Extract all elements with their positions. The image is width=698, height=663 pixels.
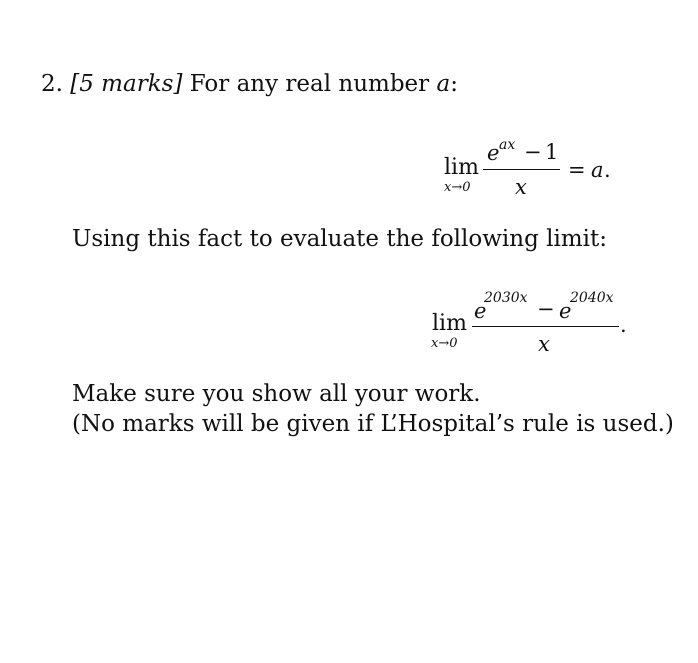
problem-number: 2. bbox=[41, 71, 63, 97]
problem-colon: : bbox=[450, 71, 458, 97]
variable-a: a bbox=[436, 71, 451, 97]
eq2-minus: − bbox=[537, 297, 555, 321]
eq1-num-exponent: ax bbox=[499, 137, 516, 153]
eq1-equals: = bbox=[568, 158, 586, 182]
eq2-base-2: e bbox=[559, 299, 572, 323]
eq1-lim: lim bbox=[444, 155, 479, 180]
eq2-base-1: e bbox=[474, 299, 487, 323]
eq1-lim-subscript: x→0 bbox=[444, 180, 471, 195]
eq2-lim: lim bbox=[432, 311, 467, 336]
eq2-lim-subscript: x→0 bbox=[431, 336, 458, 351]
problem-statement bbox=[41, 70, 458, 98]
eq1-rhs: a bbox=[591, 158, 604, 182]
eq2-denominator: x bbox=[538, 332, 550, 356]
marks-label: [5 marks] bbox=[70, 71, 183, 97]
eq1-num-base: e bbox=[487, 141, 500, 165]
eq1-num-minus: − bbox=[524, 140, 542, 164]
eq1-denominator: x bbox=[515, 175, 527, 199]
eq1-period: . bbox=[604, 158, 611, 182]
instruction-text: Using this fact to evaluate the following limit: bbox=[72, 226, 607, 252]
eq2-exponent-2: 2040x bbox=[570, 290, 614, 306]
footer-line-1: Make sure you show all your work. bbox=[72, 381, 481, 407]
problem-intro: For any real number bbox=[189, 71, 430, 97]
eq2-period: . bbox=[620, 313, 627, 337]
eq1-num-one: 1 bbox=[545, 140, 559, 164]
eq2-fraction-bar bbox=[472, 326, 619, 327]
footer-line-2: (No marks will be given if L’Hospital’s rule is used.) bbox=[72, 411, 674, 437]
eq2-exponent-1: 2030x bbox=[484, 290, 528, 306]
eq1-fraction-bar bbox=[483, 169, 560, 170]
